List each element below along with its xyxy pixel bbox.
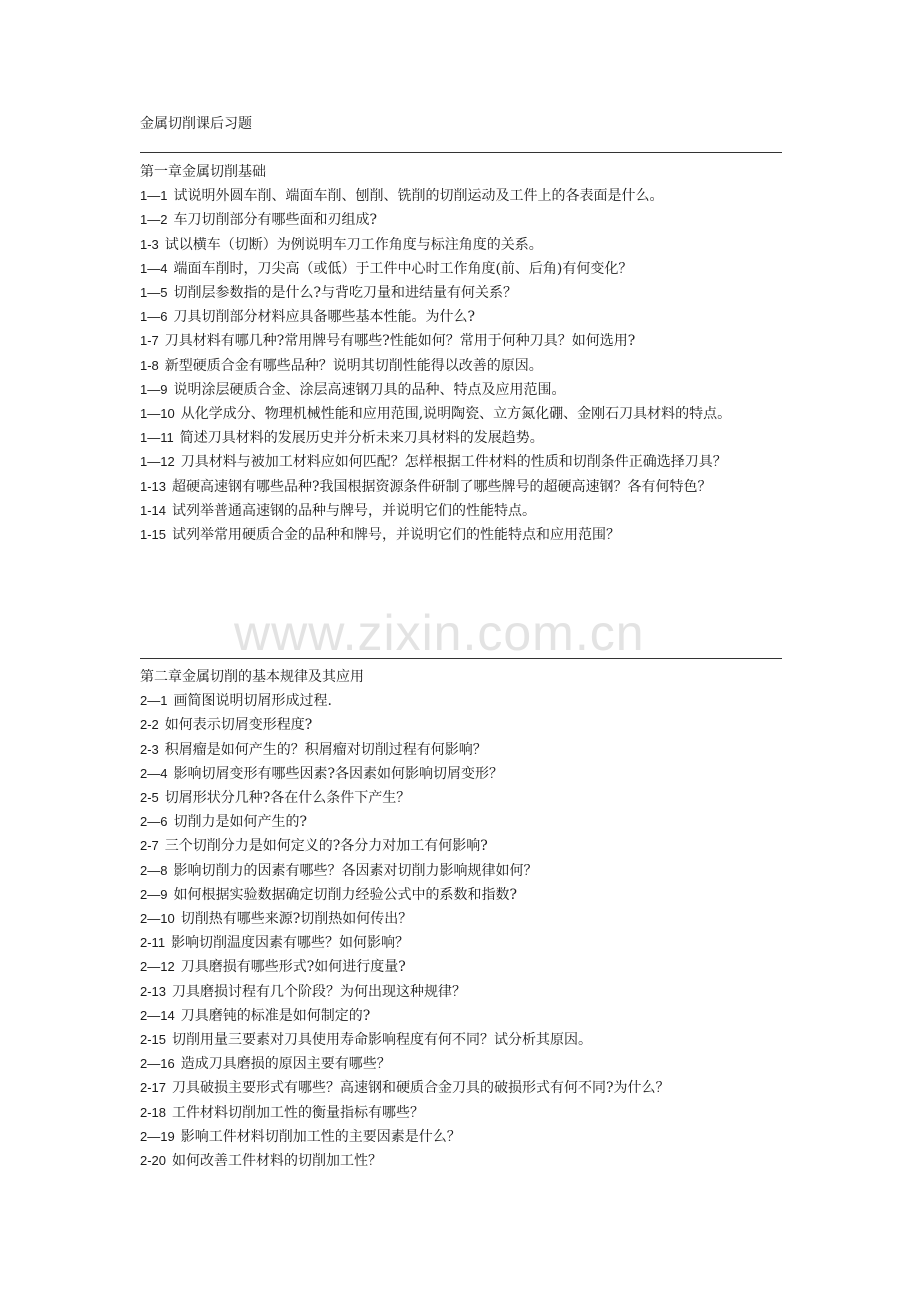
question-text: 刀具材料与被加工材料应如何匹配？怎样根据工件材料的性质和切削条件正确选择刀具？: [180, 454, 727, 471]
question-item: [140, 1101, 782, 1125]
question-text: 刀具材料有哪几种?常用牌号有哪些?性能如何？常用于何种刀具？如何选用?: [164, 333, 636, 350]
question-text: 影响切屑变形有哪些因素?各因素如何影响切屑变形？: [173, 765, 503, 782]
question-number: 1—6: [140, 309, 168, 325]
question-text: 试说明外圆车削、端面车削、刨削、铣削的切削运动及工件上的各表面是什么。: [173, 188, 664, 205]
question-item: [140, 475, 782, 499]
question-number: 1—5: [140, 285, 168, 301]
question-item: [140, 883, 782, 907]
question-text: 刀具切削部分材料应具备哪些基本性能。为什么?: [173, 309, 475, 326]
question-item: [140, 1028, 782, 1052]
chapter2-section: [140, 665, 782, 1173]
question-number: 1—1: [140, 188, 168, 204]
question-item: [140, 233, 782, 257]
question-number: 2-5: [140, 790, 159, 806]
chapter1-heading: 第一章金属切削基础: [140, 164, 266, 180]
question-number: 1—9: [140, 381, 168, 397]
question-text: 刀具破损主要形式有哪些？高速钢和硬质合金刀具的破损形式有何不同?为什么？: [172, 1080, 670, 1097]
question-item: [140, 762, 782, 786]
question-item: [140, 281, 782, 305]
question-item: [140, 1004, 782, 1028]
chapter1-divider: [140, 152, 782, 153]
document-title: 金属切削课后习题: [140, 116, 252, 132]
question-number: 2-17: [140, 1080, 167, 1096]
question-text: 切削用量三要素对刀具使用寿命影响程度有何不同？试分析其原因。: [172, 1032, 593, 1049]
question-text: 切削热有哪些来源?切削热如何传出？: [180, 911, 413, 928]
question-item: [140, 426, 782, 450]
question-text: 切削层参数指的是什么?与背吃刀量和进结量有何关系？: [173, 285, 517, 302]
question-number: 1—11: [140, 430, 174, 446]
chapter1-question-list: [140, 184, 782, 547]
question-number: 2-2: [140, 717, 159, 733]
question-number: 2-11: [140, 935, 166, 951]
question-text: 造成刀具磨损的原因主要有哪些？: [180, 1056, 391, 1073]
question-item: [140, 907, 782, 931]
question-text: 如何改善工件材料的切削加工性？: [172, 1153, 383, 1170]
question-item: [140, 1076, 782, 1100]
question-number: 2-13: [140, 983, 167, 999]
question-number: 1-15: [140, 527, 167, 543]
question-text: 如何表示切屑变形程度?: [164, 717, 313, 734]
question-text: 刀具磨损讨程有几个阶段？为何出现这种规律？: [172, 983, 467, 1000]
question-text: 试以横车（切断）为例说明车刀工作角度与标注角度的关系。: [164, 236, 543, 253]
question-item: [140, 354, 782, 378]
chapter2-divider: [140, 658, 782, 659]
question-item: [140, 810, 782, 834]
question-number: 1-13: [140, 478, 167, 494]
chapter2-heading: 第二章金属切削的基本规律及其应用: [140, 669, 364, 685]
question-number: 2—6: [140, 814, 168, 830]
question-number: 1—12: [140, 454, 175, 470]
question-text: 影响工件材料切削加工性的主要因素是什么？: [180, 1128, 461, 1145]
question-text: 说明涂层硬质合金、涂层高速钢刀具的品种、特点及应用范围。: [173, 381, 566, 398]
question-item: [140, 931, 782, 955]
question-item: [140, 1125, 782, 1149]
question-number: 2—12: [140, 959, 175, 975]
question-number: 1—2: [140, 212, 168, 228]
question-item: [140, 523, 782, 547]
question-number: 2—1: [140, 693, 168, 709]
question-item: [140, 955, 782, 979]
question-text: 切削力是如何产生的?: [173, 814, 307, 831]
question-item: [140, 1149, 782, 1173]
question-number: 2—19: [140, 1128, 175, 1144]
question-number: 1-8: [140, 357, 159, 373]
question-text: 影响切削温度因素有哪些？如何影响？: [171, 935, 410, 952]
question-number: 1-3: [140, 236, 159, 252]
question-text: 画简图说明切屑形成过程.: [173, 693, 332, 710]
question-text: 端面车削时，刀尖高（或低）于工件中心时工作角度(前、后角)有何变化？: [173, 260, 633, 277]
question-text: 简述刀具材料的发展历史并分析未来刀具材料的发展趋势。: [179, 430, 544, 447]
question-number: 2-3: [140, 741, 159, 757]
question-text: 刀具磨钝的标准是如何制定的?: [180, 1007, 371, 1024]
question-number: 2—14: [140, 1007, 175, 1023]
question-item: [140, 834, 782, 858]
question-text: 切屑形状分几种?各在什么条件下产生？: [164, 790, 411, 807]
question-item: [140, 305, 782, 329]
question-item: [140, 499, 782, 523]
question-number: 2—4: [140, 765, 168, 781]
question-item: [140, 184, 782, 208]
question-number: 1-14: [140, 502, 167, 518]
chapter1-section: [140, 160, 782, 547]
question-item: [140, 786, 782, 810]
question-number: 2-15: [140, 1032, 167, 1048]
question-text: 新型硬质合金有哪些品种？说明其切削性能得以改善的原因。: [164, 357, 543, 374]
chapter2-question-list: [140, 689, 782, 1173]
question-text: 积屑瘤是如何产生的？积屑瘤对切削过程有何影响？: [164, 741, 487, 758]
question-item: [140, 1052, 782, 1076]
question-item: [140, 378, 782, 402]
question-item: [140, 859, 782, 883]
question-item: [140, 329, 782, 353]
question-item: [140, 450, 782, 474]
question-number: 2-7: [140, 838, 159, 854]
question-number: 1—10: [140, 406, 175, 422]
question-number: 2—9: [140, 886, 168, 902]
question-text: 车刀切削部分有哪些面和刃组成?: [173, 212, 377, 229]
question-item: [140, 980, 782, 1004]
question-item: [140, 689, 782, 713]
question-text: 试列举常用硬质合金的品种和牌号，并说明它们的性能特点和应用范围？: [172, 527, 621, 544]
question-number: 1-7: [140, 333, 159, 349]
question-item: [140, 208, 782, 232]
site-watermark: www.zixin.com.cn: [234, 605, 645, 661]
question-number: 2—10: [140, 911, 175, 927]
question-text: 工件材料切削加工性的衡量指标有哪些？: [172, 1104, 425, 1121]
question-text: 三个切削分力是如何定义的?各分力对加工有何影响?: [164, 838, 488, 855]
question-text: 试列举普通高速钢的品种与牌号，并说明它们的性能特点。: [172, 502, 537, 519]
question-item: [140, 402, 782, 426]
question-text: 刀具磨损有哪些形式?如何进行度量?: [180, 959, 406, 976]
question-item: [140, 257, 782, 281]
question-text: 影响切削力的因素有哪些？各因素对切削力影响规律如何？: [173, 862, 538, 879]
question-number: 2—16: [140, 1056, 175, 1072]
question-text: 如何根据实验数据确定切削力经验公式中的系数和指数?: [173, 886, 517, 903]
question-number: 2-18: [140, 1104, 167, 1120]
question-item: [140, 713, 782, 737]
question-number: 2—8: [140, 862, 168, 878]
question-text: 超硬高速钢有哪些品种?我国根据资源条件研制了哪些牌号的超硬高速钢？各有何特色？: [172, 478, 712, 495]
question-item: [140, 738, 782, 762]
question-number: 2-20: [140, 1153, 167, 1169]
question-number: 1—4: [140, 260, 168, 276]
question-text: 从化学成分、物理机械性能和应用范围,说明陶瓷、立方氮化硼、金刚石刀具材料的特点。: [180, 406, 732, 423]
